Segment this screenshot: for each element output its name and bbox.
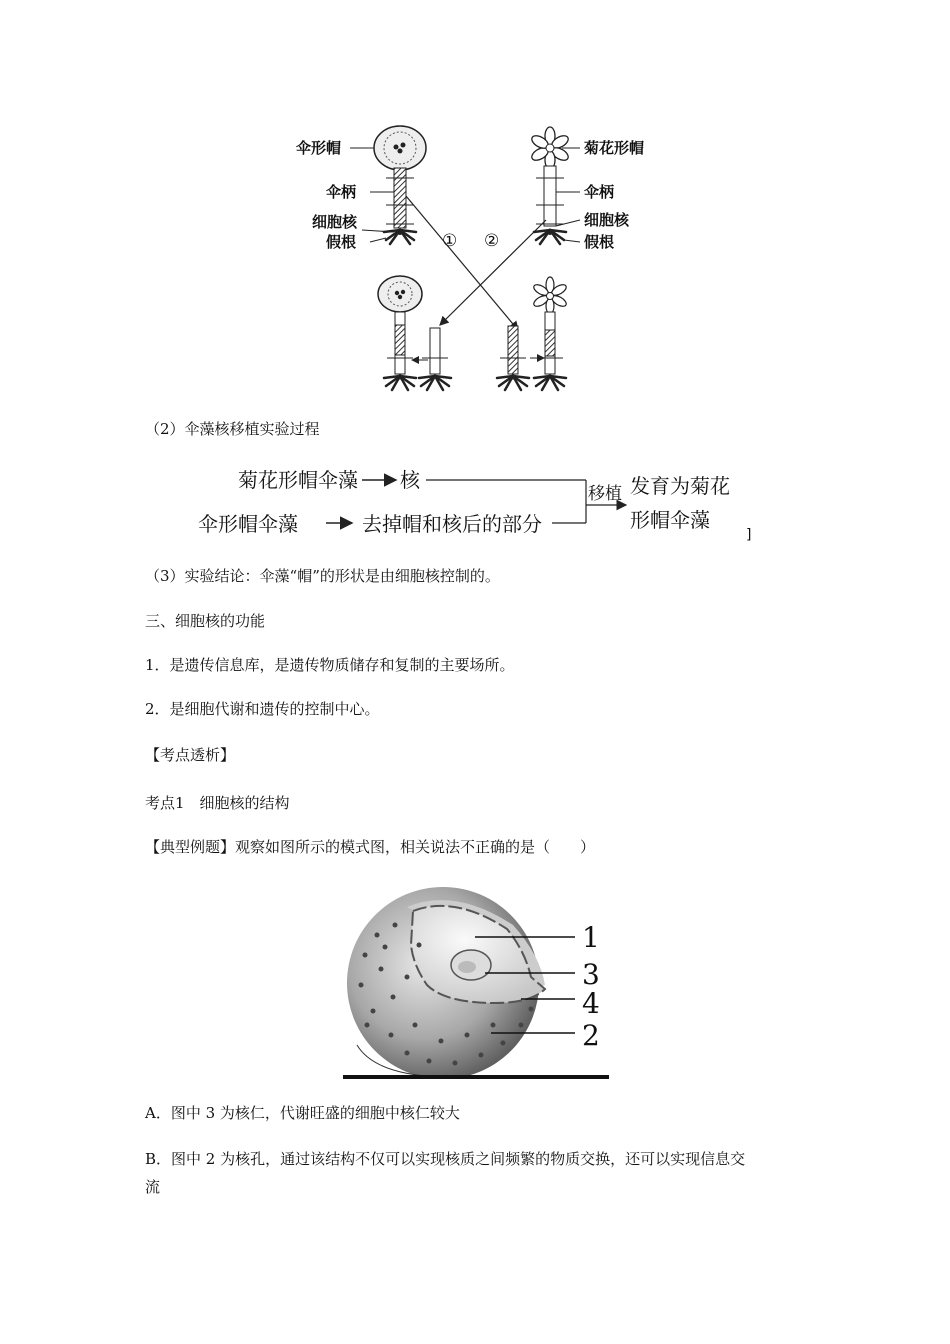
label-stalk-right: 伞柄: [584, 183, 615, 201]
flow-graft: 移植: [588, 484, 622, 504]
label-2: 2: [582, 1019, 600, 1052]
marker-1: ①: [442, 231, 458, 251]
label-rhizoid-right: 假根: [584, 233, 615, 251]
label-3: 3: [582, 958, 600, 991]
arrow-1: [406, 196, 518, 330]
kaodian-heading: 【考点透析】: [145, 746, 236, 764]
nucleus-model-diagram: [335, 885, 625, 1085]
flow-nucleus: 核: [400, 468, 420, 492]
right-labels: [556, 139, 644, 251]
bottom-left-stalk: [412, 328, 448, 374]
flow-chrysanthemum-alga: 菊花形帽伞藻: [238, 468, 358, 492]
function-item-2: 2．是细胞代谢和遗传的控制中心。: [145, 700, 380, 718]
chrysanthemum-cap-alga: [530, 127, 571, 244]
label-rhizoid-left: 假根: [326, 233, 357, 251]
label-stalk-left: 伞柄: [326, 183, 357, 201]
option-b-line-2: 流: [145, 1178, 161, 1196]
umbrella-cap-alga: [374, 126, 426, 244]
example-question: 【典型例题】观察如图所示的模式图，相关说法不正确的是（ ）: [145, 838, 596, 856]
flow-umbrella-alga: 伞形帽伞藻: [198, 512, 298, 536]
option-b-line-1: B．图中 2 为核孔，通过该结构不仅可以实现核质之间频繁的物质交换，还可以实现信息交: [145, 1150, 746, 1168]
grafting-flowchart: [190, 455, 770, 545]
marker-2: ②: [484, 231, 500, 251]
flow-result-1: 发育为菊花: [630, 474, 730, 498]
process-heading: （2）伞藻核移植实验过程: [145, 420, 320, 438]
bottom-right-regrown-chrysanthemum: [532, 277, 568, 374]
option-a: A．图中 3 为核仁，代谢旺盛的细胞中核仁较大: [145, 1104, 460, 1122]
label-4: 4: [582, 987, 600, 1020]
flow-removed-part: 去掉帽和核后的部分: [362, 512, 542, 536]
bottom-rhizoids: [384, 376, 566, 390]
conclusion: （3）实验结论：伞藻“帽”的形状是由细胞核控制的。: [145, 567, 500, 585]
nucleus-sphere: [347, 887, 545, 1079]
section-3-heading: 三、细胞核的功能: [145, 612, 266, 630]
function-item-1: 1．是遗传信息库，是遗传物质储存和复制的主要场所。: [145, 656, 515, 674]
bottom-left-regrown-umbrella: [378, 276, 422, 374]
bottom-right-stalk: [500, 326, 544, 374]
label-nucleus-left: 细胞核: [312, 213, 358, 231]
flow-result-2: 形帽伞藻: [630, 508, 710, 532]
flow-bracket: ]: [746, 527, 752, 543]
kaodian-1-title: 考点1 细胞核的结构: [145, 794, 290, 812]
label-1: 1: [582, 921, 600, 954]
label-umbrella-cap: 伞形帽: [296, 139, 342, 157]
alga-grafting-diagram: [290, 120, 670, 400]
label-nucleus-right: 细胞核: [584, 211, 630, 229]
label-chrysanthemum-cap: 菊花形帽: [584, 139, 645, 157]
